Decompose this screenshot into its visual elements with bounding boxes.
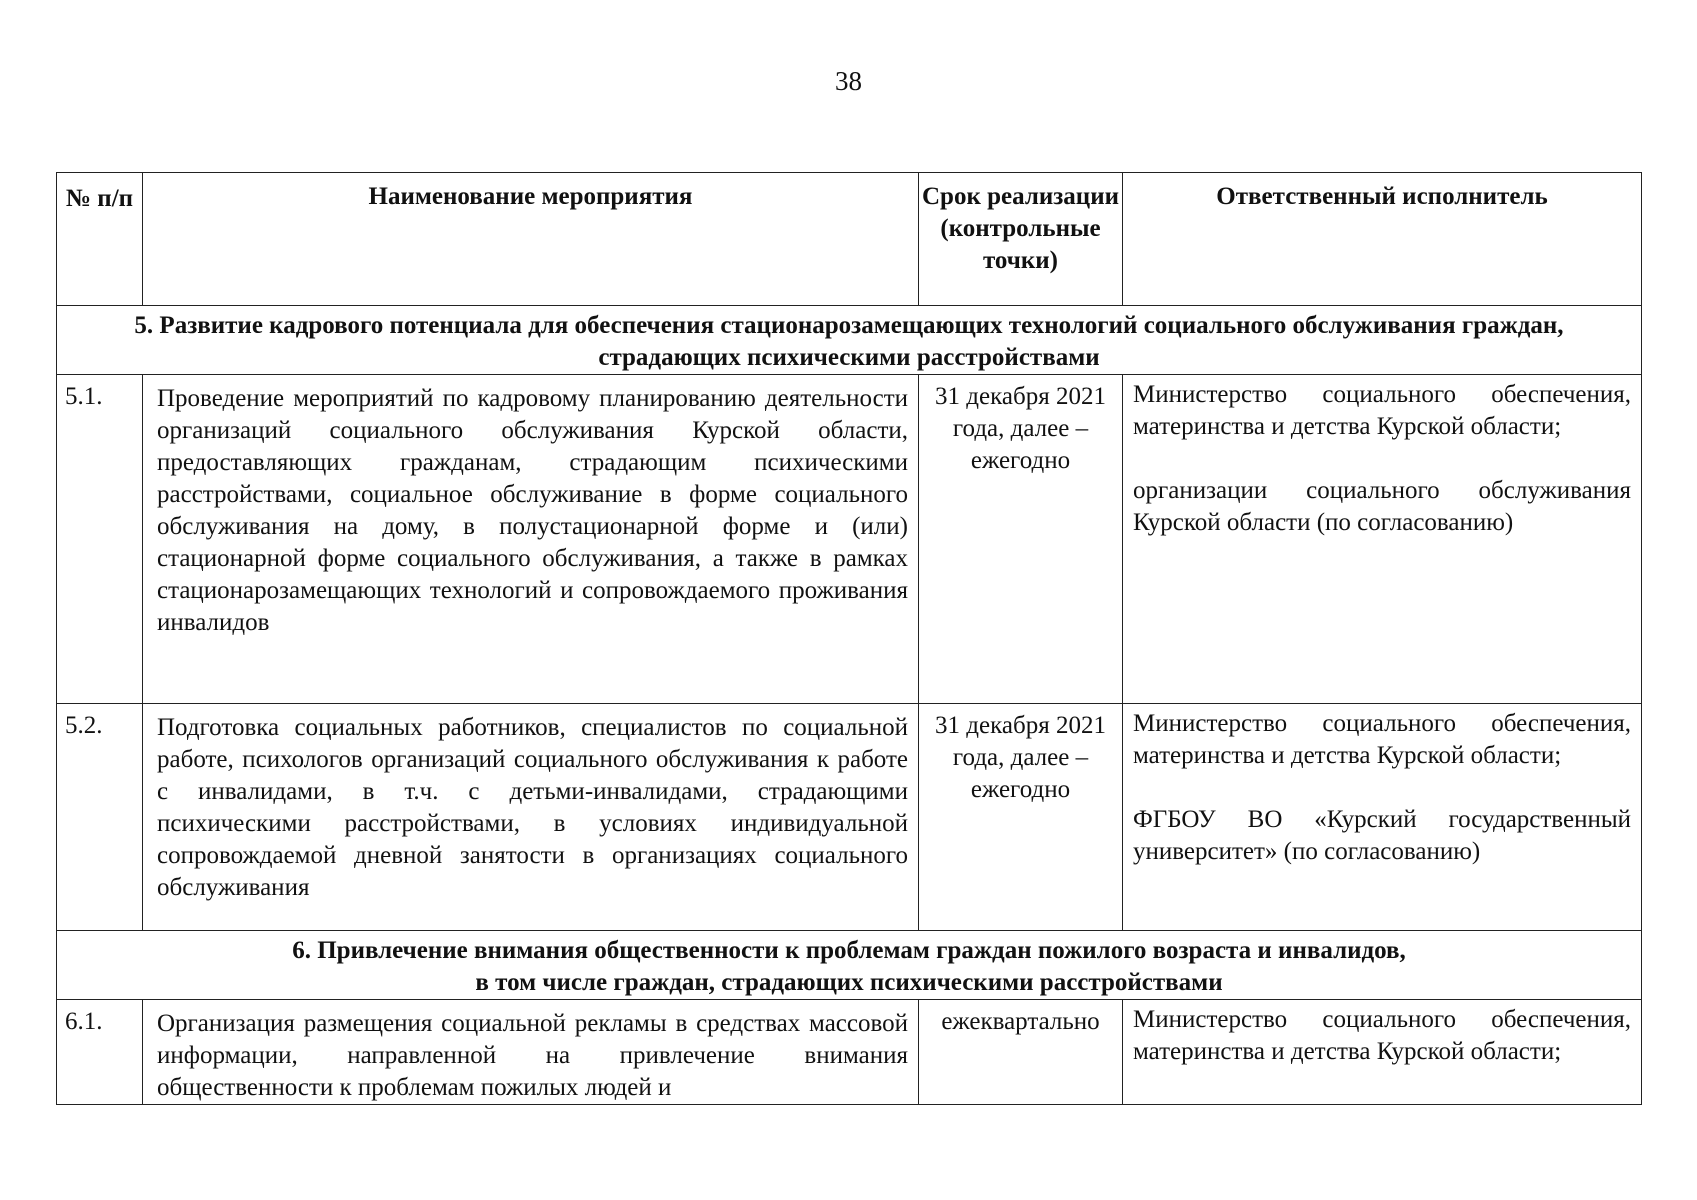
row-name: Организация размещения социальной рекламы в средствах массовой информации, направленной на привлечение внимания общественности к проблемам пожилых людей и bbox=[143, 1000, 919, 1105]
section-6-row bbox=[57, 931, 1642, 1000]
section-6-title-line2: в том числе граждан, страдающих психическими расстройствами bbox=[475, 969, 1223, 996]
row-responsible bbox=[1123, 375, 1642, 704]
row-term: ежеквартально bbox=[919, 1000, 1123, 1105]
responsible-line: Министерство социального обеспечения, материнства и детства Курской области; bbox=[1133, 1006, 1631, 1065]
row-num: 5.2. bbox=[57, 704, 143, 931]
page-number: 38 bbox=[835, 66, 862, 96]
activities-table bbox=[56, 172, 1642, 1105]
responsible-line: Министерство социального обеспечения, материнства и детства Курской области; bbox=[1133, 381, 1631, 440]
section-5-title: 5. Развитие кадрового потенциала для обеспечения стационарозамещающих технологий социального обслуживания граждан, страдающих психическими расстройствами bbox=[57, 306, 1642, 375]
header-num: № п/п bbox=[57, 173, 143, 306]
table-header-row bbox=[57, 173, 1642, 306]
section-5-row bbox=[57, 306, 1642, 375]
responsible-line: организации социального обслуживания Курской области (по согласованию) bbox=[1133, 477, 1631, 536]
section-6-title bbox=[57, 931, 1642, 1000]
row-responsible bbox=[1123, 1000, 1642, 1105]
row-num: 5.1. bbox=[57, 375, 143, 704]
row-term: 31 декабря 2021 года, далее – ежегодно bbox=[919, 704, 1123, 931]
table-row bbox=[57, 1000, 1642, 1105]
header-term: Срок реализации (контрольные точки) bbox=[919, 173, 1123, 306]
table-row bbox=[57, 375, 1642, 704]
row-term: 31 декабря 2021 года, далее – ежегодно bbox=[919, 375, 1123, 704]
header-responsible: Ответственный исполнитель bbox=[1123, 173, 1642, 306]
row-name: Подготовка социальных работников, специалистов по социальной работе, психологов организаций социального обслуживания к работе с инвалидами, в т.ч. с детьми-инвалидами, страдающими психическими расстройствами, в условиях индивидуальной сопровождаемой дневной занятости в организациях социального обслуживания bbox=[143, 704, 919, 931]
row-responsible bbox=[1123, 704, 1642, 931]
header-name: Наименование мероприятия bbox=[143, 173, 919, 306]
responsible-line: Министерство социального обеспечения, материнства и детства Курской области; bbox=[1133, 710, 1631, 769]
section-6-title-line1: 6. Привлечение внимания общественности к проблемам граждан пожилого возраста и инвалидов, bbox=[292, 937, 1406, 964]
table-row bbox=[57, 704, 1642, 931]
row-num: 6.1. bbox=[57, 1000, 143, 1105]
row-name: Проведение мероприятий по кадровому планированию деятельности организаций социального обслуживания Курской области, предоставляющих гражданам, страдающим психическими расстройствами, социальное обслуживание в форме социального обслуживания на дому, в полустационарной форме и (или) стационарной форме социального обслуживания, а также в рамках стационарозамещающих технологий и сопровождаемого проживания инвалидов bbox=[143, 375, 919, 704]
responsible-line: ФГБОУ ВО «Курский государственный университет» (по согласованию) bbox=[1133, 806, 1631, 865]
